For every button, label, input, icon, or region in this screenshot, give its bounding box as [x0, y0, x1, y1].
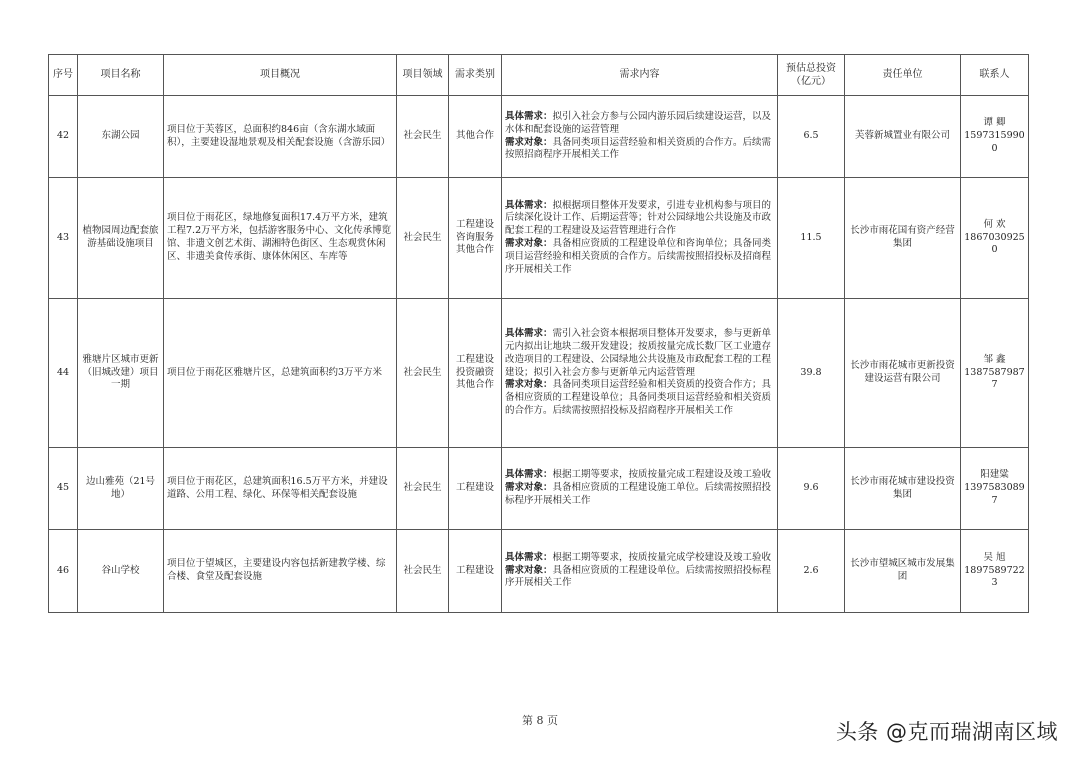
row-number: 46 [49, 530, 78, 613]
header-cell: 项目领域 [397, 55, 449, 96]
need-text: 具备相应资质的工程建设单位。后续需按照招投标程序开展相关工作 [505, 564, 772, 589]
header-cell: 序号 [49, 55, 78, 96]
contact-name: 谭 卿 [983, 117, 1006, 129]
project-field: 社会民生 [397, 178, 449, 299]
need-category: 工程建设咨询服务其他合作 [449, 178, 502, 299]
row-number: 42 [49, 96, 78, 178]
responsible-unit: 长沙市雨花国有资产经营集团 [845, 178, 961, 299]
need-label: 需求对象： [505, 238, 553, 249]
contact-name: 吴 旭 [983, 551, 1006, 563]
table-header-row [49, 55, 1029, 96]
contact-name: 何 欢 [983, 218, 1006, 230]
need-text: 拟根据项目整体开发要求，引进专业机构参与项目的后续深化设计工作、后期运营等；针对公园绿地公共设施及市政配套工程的工程建设及运营管理进行合作 [505, 199, 772, 237]
contact-phone: 18975897223 [964, 564, 1025, 589]
contact-phone: 13975830897 [964, 482, 1025, 506]
need-label: 具体需求： [505, 469, 553, 481]
header-cell: 项目名称 [78, 55, 164, 96]
need-detail [505, 111, 774, 137]
contact-phone: 15973159900 [964, 130, 1025, 154]
need-text: 具备同类项目运营经验和相关资质的投资合作方；具备相应资质的工程建设单位；具备同类项目运营经验和相关资质的合作方。后续需按照招投标及招商程序开展相关工作 [505, 379, 772, 417]
responsible-unit: 长沙市雨花城市建设投资集团 [845, 448, 961, 530]
header-cell: 需求类别 [449, 55, 502, 96]
contact [961, 299, 1029, 448]
need-label: 具体需求： [505, 199, 553, 211]
project-name: 谷山学校 [78, 530, 164, 613]
contact-phone: 18670309250 [964, 231, 1025, 256]
header-cell: 联系人 [961, 55, 1029, 96]
project-overview: 项目位于雨花区，总建筑面积16.5万平方米，并建设道路、公用工程、绿化、环保等相关配套设施 [164, 448, 397, 530]
contact [961, 448, 1029, 530]
responsible-unit: 芙蓉新城置业有限公司 [845, 96, 961, 178]
investment-value: 9.6 [778, 448, 845, 530]
table-row [49, 96, 1029, 178]
need-target [505, 379, 774, 417]
project-overview: 项目位于雨花区，绿地修复面积17.4万平方米，建筑工程7.2万平方米，包括游客服务中心、文化传承博览馆、非遗文创艺术街、湖湘特色街区、生态观赏休闲区、非遗美食传承街、康体休闲区、车库等 [164, 178, 397, 299]
contact-name: 邹 鑫 [983, 353, 1006, 365]
need-target [505, 482, 774, 508]
project-field: 社会民生 [397, 530, 449, 613]
need-label: 需求对象： [505, 379, 553, 391]
project-field: 社会民生 [397, 448, 449, 530]
need-text: 需引入社会资本根据项目整体开发要求，参与更新单元内拟出让地块二级开发建设；按质按量完成长数厂区工业遗存改造项目的工程建设、公园绿地公共设施及市政配套工程的工程建设；拟引入社会方参与更新单元内运营管理 [505, 328, 772, 378]
contact [961, 530, 1029, 613]
need-label: 具体需求： [505, 551, 553, 563]
need-text: 根据工期等要求，按质按量完成学校建设及竣工验收 [552, 551, 772, 563]
row-number: 43 [49, 178, 78, 299]
need-detail [505, 328, 774, 379]
table-row [49, 299, 1029, 448]
project-overview: 项目位于芙蓉区，总面积约846亩（含东湖水域面积），主要建设湿地景观及相关配套设施（含游乐园） [164, 96, 397, 178]
project-field: 社会民生 [397, 299, 449, 448]
need-text: 根据工期等要求，按质按量完成工程建设及竣工验收 [552, 469, 772, 481]
table-row [49, 448, 1029, 530]
need-content [502, 448, 778, 530]
header-cell: 需求内容 [502, 55, 778, 96]
need-category: 工程建设 [449, 448, 502, 530]
contact [961, 96, 1029, 178]
header-cell: 预估总投资（亿元） [778, 55, 845, 96]
row-number: 45 [49, 448, 78, 530]
need-target [505, 137, 774, 163]
need-detail [505, 200, 774, 238]
investment-value: 2.6 [778, 530, 845, 613]
project-name: 边山雅苑（21号地） [78, 448, 164, 530]
need-label: 需求对象： [505, 564, 553, 576]
project-name: 雅塘片区城市更新（旧城改建）项目一期 [78, 299, 164, 448]
contact [961, 178, 1029, 299]
contact-phone: 13875879877 [964, 366, 1025, 391]
responsible-unit: 长沙市望城区城市发展集团 [845, 530, 961, 613]
table-row [49, 178, 1029, 299]
project-overview: 项目位于望城区，主要建设内容包括新建教学楼、综合楼、食堂及配套设施 [164, 530, 397, 613]
need-target [505, 565, 774, 591]
header-cell: 项目概况 [164, 55, 397, 96]
need-text: 具备相应资质的工程建设施工单位。后续需按照招投标程序开展相关工作 [505, 482, 772, 506]
need-detail [505, 469, 774, 482]
need-label: 具体需求： [505, 328, 553, 340]
need-content [502, 178, 778, 299]
need-category: 工程建设投资融资其他合作 [449, 299, 502, 448]
project-name: 植物园周边配套旅游基础设施项目 [78, 178, 164, 299]
investment-value: 11.5 [778, 178, 845, 299]
need-label: 需求对象： [505, 482, 553, 494]
investment-value: 6.5 [778, 96, 845, 178]
project-table [48, 54, 1029, 613]
project-field: 社会民生 [397, 96, 449, 178]
need-text: 具备相应资质的工程建设单位和咨询单位；具备同类项目运营经验和相关资质的合作方。后续需按照招投标及招商程序开展相关工作 [505, 238, 772, 275]
project-name: 东湖公园 [78, 96, 164, 178]
need-content [502, 530, 778, 613]
row-number: 44 [49, 299, 78, 448]
table-row [49, 530, 1029, 613]
need-content [502, 299, 778, 448]
header-cell: 责任单位 [845, 55, 961, 96]
need-content [502, 96, 778, 178]
need-target [505, 238, 774, 276]
need-text: 具备同类项目运营经验和相关资质的合作方。后续需按照招商程序开展相关工作 [505, 136, 772, 161]
investment-value: 39.8 [778, 299, 845, 448]
page-number: 第 8 页 [522, 714, 558, 727]
need-category: 工程建设 [449, 530, 502, 613]
project-overview: 项目位于雨花区雅塘片区，总建筑面积约3万平方米 [164, 299, 397, 448]
responsible-unit: 长沙市雨花城市更新投资建设运营有限公司 [845, 299, 961, 448]
need-label: 需求对象： [505, 136, 553, 148]
need-text: 拟引入社会方参与公园内游乐园后续建设运营，以及水体和配套设施的运营管理 [505, 110, 772, 135]
need-label: 具体需求： [505, 110, 553, 122]
contact-name: 阳建粱 [980, 469, 1009, 481]
need-detail [505, 552, 774, 565]
need-category: 其他合作 [449, 96, 502, 178]
watermark-text: 头条 @克而瑞湖南区域 [835, 720, 1058, 744]
